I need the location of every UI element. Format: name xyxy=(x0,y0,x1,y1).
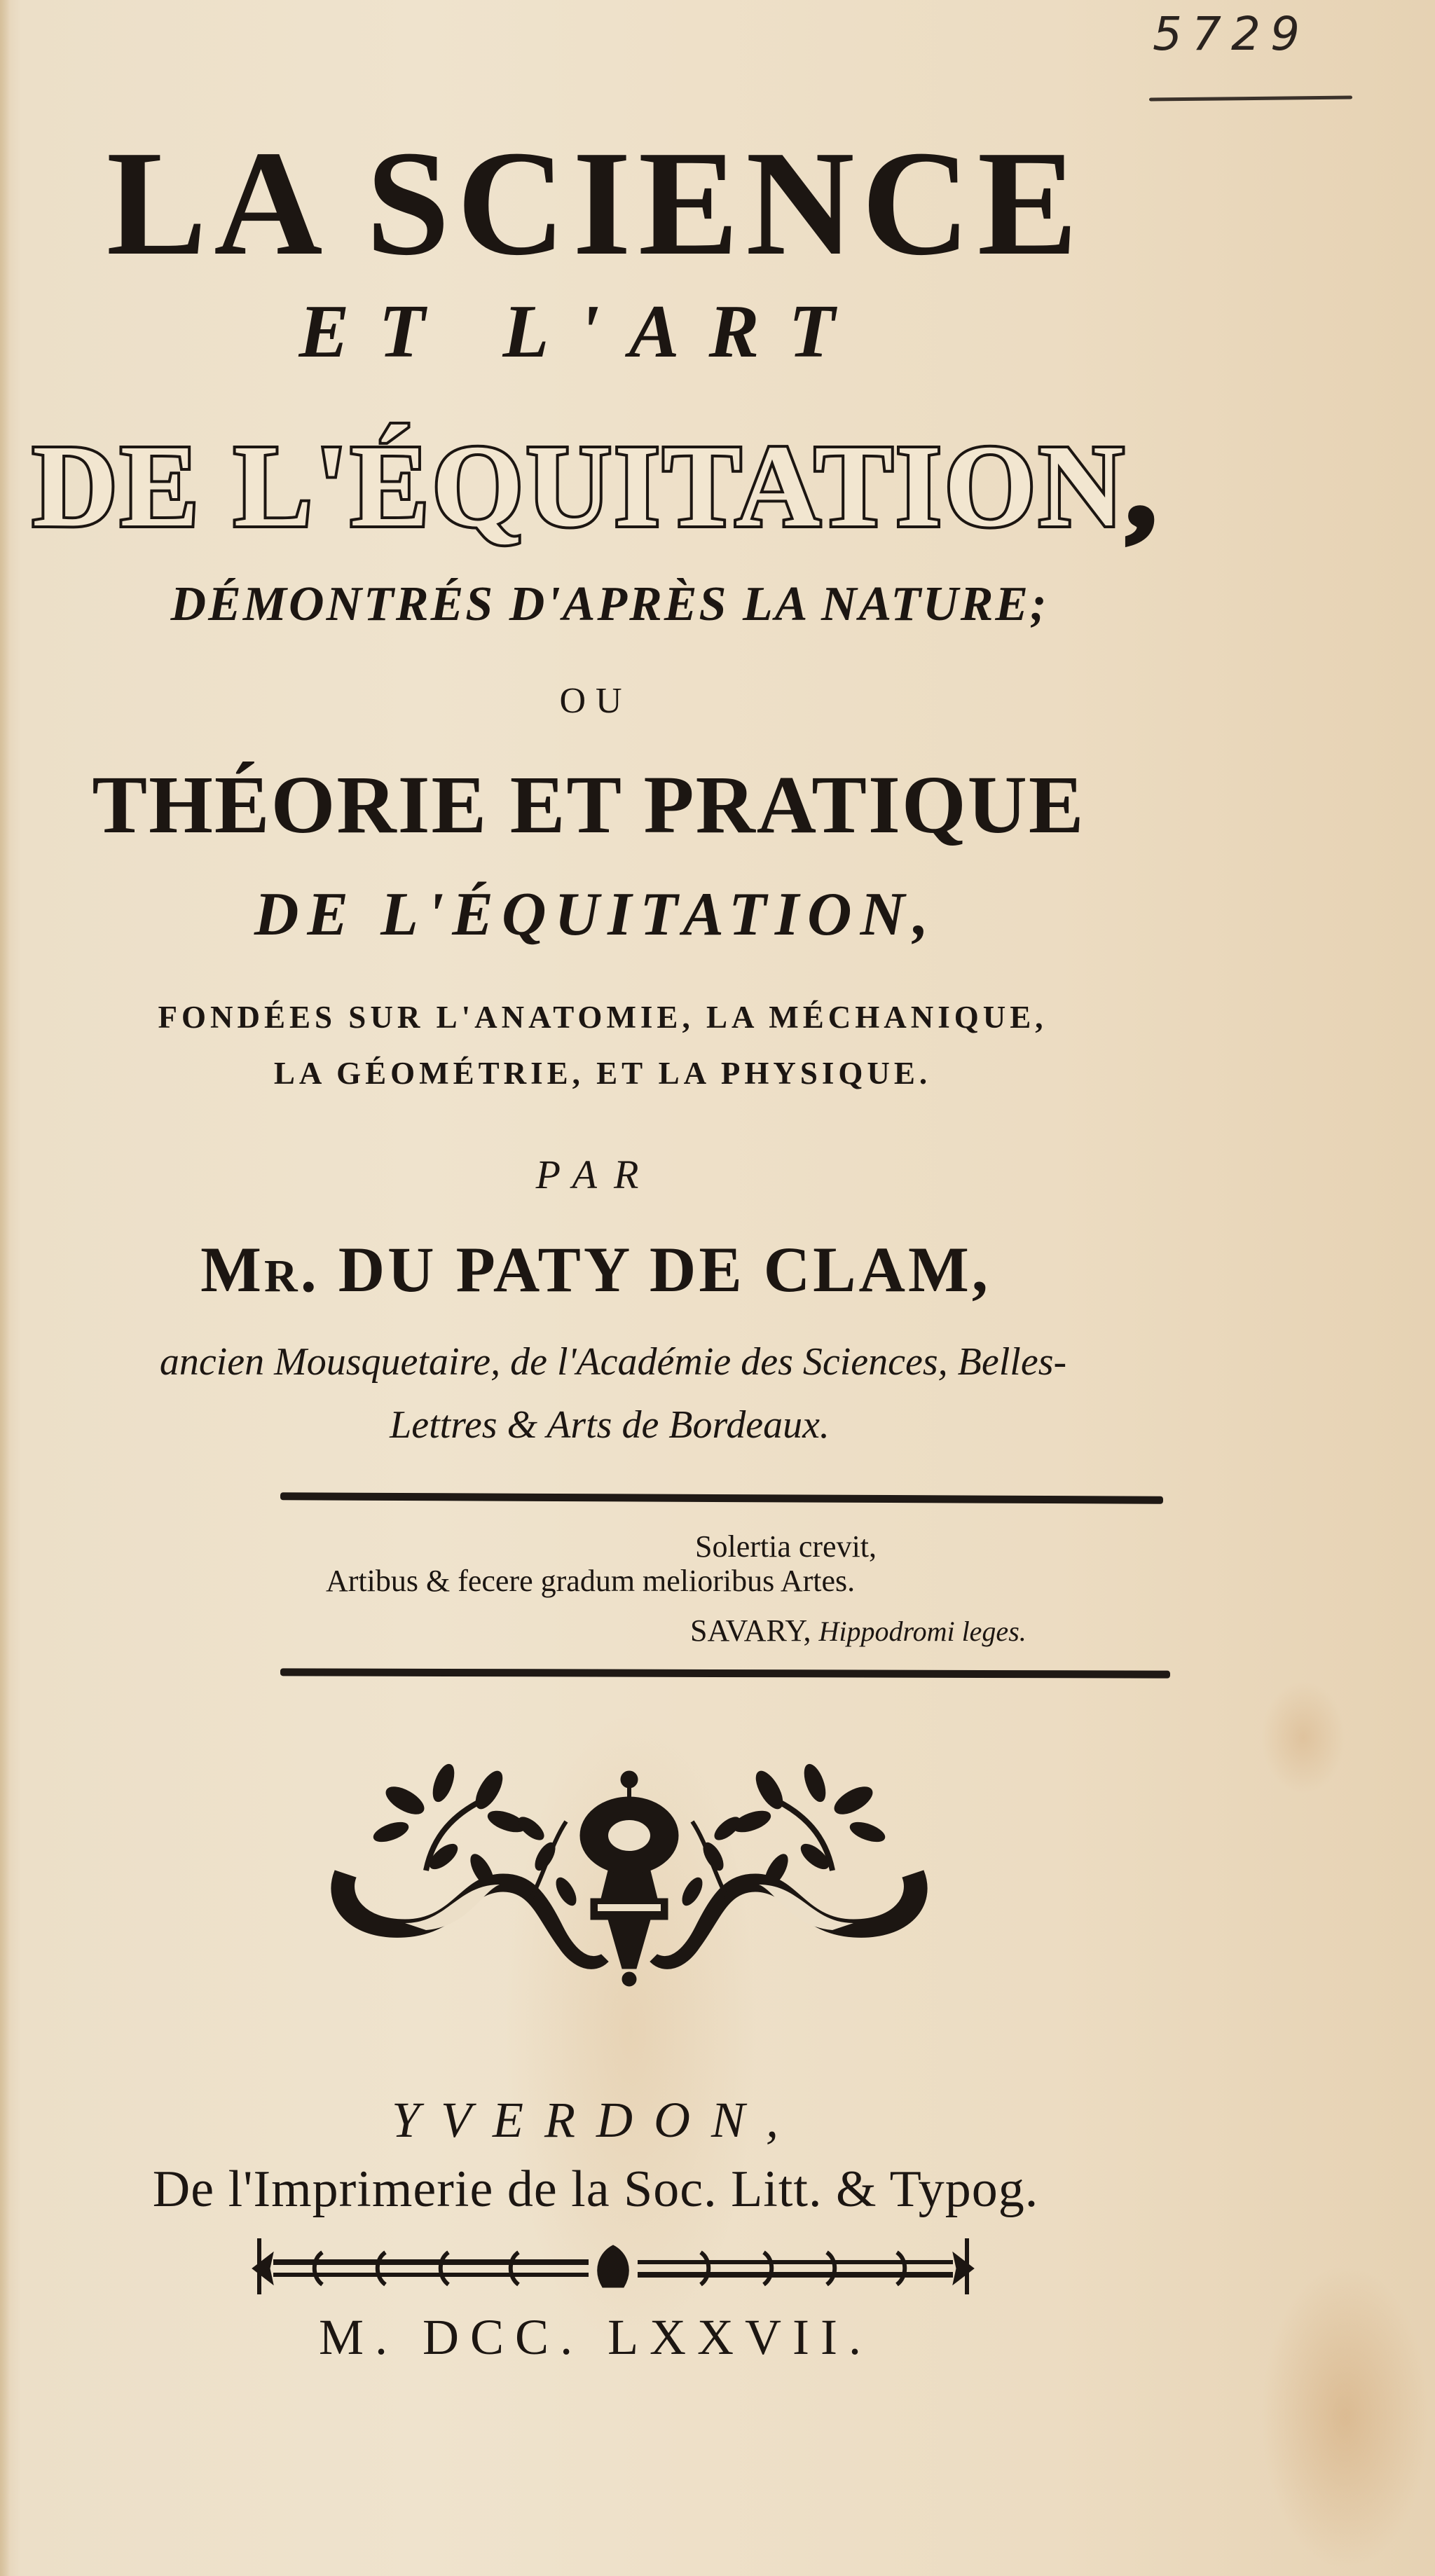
conjunction-ou: OU xyxy=(559,681,632,721)
epigraph-line-2: Artibus & fecere gradum melioribus Artes. xyxy=(326,1564,856,1598)
foundations-line-2: LA GÉOMÉTRIE, ET LA PHYSIQUE. xyxy=(273,1056,932,1091)
by-label: PAR xyxy=(535,1152,656,1197)
epigraph-author: SAVARY, xyxy=(690,1613,819,1648)
author-name-text: . DU PATY DE CLAM, xyxy=(300,1234,991,1305)
title-line-1: LA SCIENCE xyxy=(106,119,1085,287)
subtitle-line: DÉMONTRÉS D'APRÈS LA NATURE; xyxy=(170,577,1049,631)
handwritten-shelfmark: 5729 xyxy=(1153,7,1310,61)
imprint-place: YVERDON, xyxy=(392,2092,799,2148)
alt-title-line-2: DE L'ÉQUITATION, xyxy=(254,881,938,949)
author-prefix-m: M xyxy=(200,1234,265,1305)
rule-top xyxy=(280,1492,1163,1503)
shelfmark-underline xyxy=(1149,95,1352,101)
epigraph-attribution xyxy=(690,1613,1027,1648)
title-line-3-text: DE L'ÉQUITATION xyxy=(32,421,1127,551)
author-prefix-r: R xyxy=(264,1251,301,1302)
title-line-2: ET L'ART xyxy=(298,290,865,373)
rule-bottom xyxy=(280,1668,1170,1678)
author-credentials-2: Lettres & Arts de Bordeaux. xyxy=(390,1403,830,1447)
epigraph-line-1: Solertia crevit, xyxy=(695,1529,877,1564)
title-line-3-comma: , xyxy=(1126,421,1159,551)
author-name xyxy=(0,1234,1191,1305)
floral-vase-vignette-icon xyxy=(321,1751,938,1990)
foundations-line-1: FONDÉES SUR L'ANATOMIE, LA MÉCHANIQUE, xyxy=(158,1000,1048,1035)
fleuron-border-icon xyxy=(238,2238,988,2294)
imprint-date: M. DCC. LXXVII. xyxy=(319,2309,872,2365)
author-credentials-1: ancien Mousquetaire, de l'Académie des Sciences, Belles- xyxy=(159,1340,1067,1384)
imprint-printer: De l'Imprimerie de la Soc. Litt. & Typog. xyxy=(152,2161,1039,2218)
alt-title-line-1: THÉORIE ET PRATIQUE xyxy=(92,759,1085,850)
title-line-3 xyxy=(0,421,1191,551)
epigraph-work: Hippodromi leges. xyxy=(818,1616,1027,1647)
